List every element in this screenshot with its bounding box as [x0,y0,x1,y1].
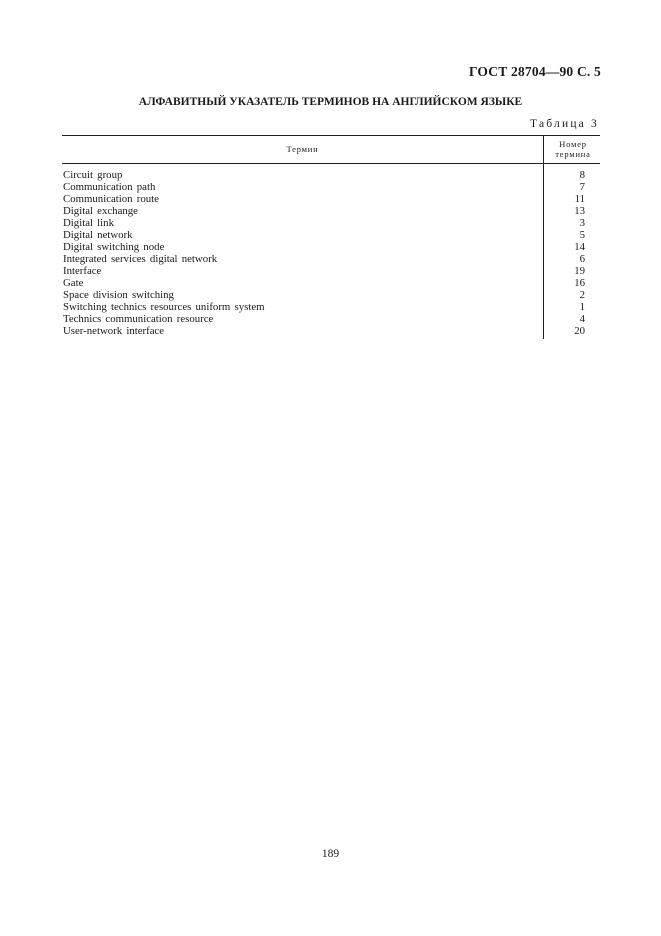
table-row [62,313,600,325]
section-title: АЛФАВИТНЫЙ УКАЗАТЕЛЬ ТЕРМИНОВ НА АНГЛИЙСКОМ ЯЗЫКЕ [138,96,523,108]
table-row [62,253,600,265]
term-cell: Switching technics resources uniform system [63,301,265,313]
table-row [62,241,600,253]
term-number-cell: 7 [544,181,601,193]
table-row [62,193,600,205]
term-cell: User-network interface [63,325,165,337]
table-row [62,265,600,277]
term-number-cell: 13 [544,205,601,217]
term-cell: Digital switching node [63,241,165,253]
term-cell: Digital network [63,229,133,241]
page-number: 189 [321,848,340,860]
term-cell: Space division switching [63,289,174,301]
term-number-cell: 16 [544,277,601,289]
table-row [62,217,600,229]
term-number-cell: 1 [544,301,601,313]
term-cell: Communication route [63,193,159,205]
column-header-number-line2: термина [555,149,591,159]
term-cell: Gate [63,277,84,289]
table-header-row [62,136,600,164]
term-cell: Integrated services digital network [63,253,218,265]
term-number-cell: 3 [544,217,601,229]
term-cell: Communication path [63,181,156,193]
term-number-cell: 8 [544,164,601,182]
table-row [62,277,600,289]
terms-index-table [62,135,600,339]
term-number-cell: 20 [544,325,601,339]
term-cell: Circuit group [63,169,123,181]
term-number-cell: 2 [544,289,601,301]
term-number-cell: 6 [544,253,601,265]
term-cell: Technics communication resource [63,313,214,325]
column-header-term: Термин [62,136,544,164]
standard-reference-header: ГОСТ 28704—90 С. 5 [468,64,601,79]
term-number-cell: 14 [544,241,601,253]
column-header-number [544,136,601,164]
table-row [62,325,600,339]
table-row [62,181,600,193]
term-number-cell: 19 [544,265,601,277]
term-cell: Interface [63,265,102,277]
term-number-cell: 5 [544,229,601,241]
term-cell: Digital link [63,217,114,229]
table-row [62,301,600,313]
term-number-cell: 11 [544,193,601,205]
column-header-number-line1: Номер [559,139,587,149]
table-row [62,164,600,182]
term-cell: Digital exchange [63,205,138,217]
table-row [62,229,600,241]
table-row [62,205,600,217]
term-number-cell: 4 [544,313,601,325]
table-row [62,289,600,301]
table-caption: Таблица 3 [530,118,599,130]
